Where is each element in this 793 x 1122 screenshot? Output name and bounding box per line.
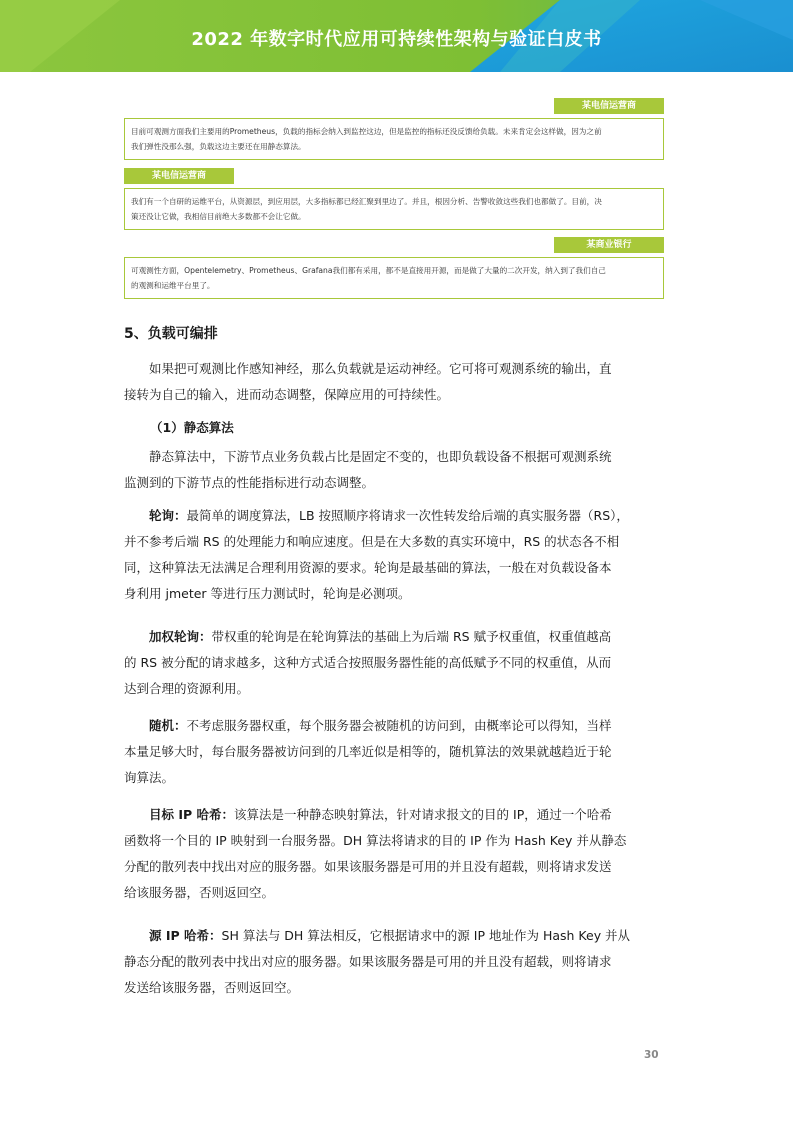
page-header bbox=[0, 0, 793, 72]
quote-line: 的观测和运维平台里了。 bbox=[131, 281, 215, 290]
text-line: 本量足够大时，每台服务器被访问到的几率近似是相等的，随机算法的效果就越趋近于轮 bbox=[124, 744, 612, 759]
algorithm-weighted-round-robin bbox=[124, 624, 669, 702]
algorithm-term: 轮询： bbox=[149, 508, 187, 523]
text-line: 的 RS 被分配的请求越多，这种方式适合按照服务器性能的高低赋予不同的权重值，从而 bbox=[124, 655, 612, 670]
text-line: 询算法。 bbox=[124, 770, 175, 785]
algorithm-term: 加权轮询： bbox=[149, 629, 212, 644]
quote-line: 可观测性方面，Opentelemetry、Prometheus、Grafana我们都有采用，都不是直接用开源，而是做了大量的二次开发，纳入到了我们自己 bbox=[131, 266, 606, 275]
algorithm-description: 最简单的调度算法，LB 按照顺序将请求一次性转发给后端的真实服务器（RS）， bbox=[186, 508, 629, 523]
text-line: 发送给该服务器，否则返回空。 bbox=[124, 980, 300, 995]
quote-line: 我们有一个自研的运维平台，从资源层，到应用层，大多指标都已经汇聚到里边了。并且，根因分析、告警收敛这些我们也都做了。目前，决 bbox=[131, 197, 602, 206]
page-number: 30 bbox=[644, 1049, 659, 1061]
text-line bbox=[124, 923, 669, 949]
quote-box bbox=[124, 257, 664, 299]
text-line: 并不参考后端 RS 的处理能力和响应速度。但是在大多数的真实环境中，RS 的状态各不相 bbox=[124, 534, 620, 549]
quote-source-tag: 某电信运营商 bbox=[124, 168, 234, 184]
quote-line: 目前可观测方面我们主要用的Prometheus，负载的指标会纳入到监控这边，但是监控的指标还没反馈给负载。未来肯定会这样做，因为之前 bbox=[131, 127, 602, 136]
text-line bbox=[124, 802, 669, 828]
text-line: 给该服务器，否则返回空。 bbox=[124, 885, 275, 900]
text-line: 达到合理的资源利用。 bbox=[124, 681, 250, 696]
text-line: 函数将一个目的 IP 映射到一台服务器。DH 算法将请求的目的 IP 作为 Hash Key 并从静态 bbox=[124, 833, 627, 848]
text-line: 分配的散列表中找出对应的服务器。如果该服务器是可用的并且没有超载，则将请求发送 bbox=[124, 859, 612, 874]
text-line bbox=[124, 503, 669, 529]
static-algorithm-paragraph bbox=[124, 444, 669, 496]
algorithm-description: 带权重的轮询是在轮询算法的基础上为后端 RS 赋予权重值，权重值越高 bbox=[211, 629, 612, 644]
document-title: 2022 年数字时代应用可持续性架构与验证白皮书 bbox=[191, 29, 602, 50]
algorithm-source-ip-hash bbox=[124, 923, 669, 1001]
quote-line: 我们弹性没那么强，负载这边主要还在用静态算法。 bbox=[131, 142, 306, 151]
quote-box bbox=[124, 188, 664, 230]
quote-source-tag: 某商业银行 bbox=[554, 237, 664, 253]
algorithm-description: 该算法是一种静态映射算法，针对请求报文的目的 IP，通过一个哈希 bbox=[234, 807, 612, 822]
text-line: 身利用 jmeter 等进行压力测试时，轮询是必测项。 bbox=[124, 586, 411, 601]
quote-box bbox=[124, 118, 664, 160]
algorithm-term: 目标 IP 哈希： bbox=[149, 807, 235, 822]
algorithm-term: 随机： bbox=[149, 718, 187, 733]
section-heading: 5、负载可编排 bbox=[124, 326, 218, 342]
algorithm-description: SH 算法与 DH 算法相反，它根据请求中的源 IP 地址作为 Hash Key 并从 bbox=[221, 928, 631, 943]
text-line: 静态算法中，下游节点业务负载占比是固定不变的，也即负载设备不根据可观测系统 bbox=[149, 449, 612, 464]
algorithm-round-robin bbox=[124, 503, 669, 607]
algorithm-destination-ip-hash bbox=[124, 802, 669, 906]
algorithm-term: 源 IP 哈希： bbox=[149, 928, 222, 943]
subsection-heading: （1）静态算法 bbox=[150, 420, 234, 435]
text-line: 同，这种算法无法满足合理利用资源的要求。轮询是最基础的算法，一般在对负载设备本 bbox=[124, 560, 612, 575]
text-line bbox=[124, 713, 669, 739]
text-line: 接转为自己的输入，进而动态调整，保障应用的可持续性。 bbox=[124, 387, 450, 402]
text-line: 监测到的下游节点的性能指标进行动态调整。 bbox=[124, 475, 375, 490]
algorithm-random bbox=[124, 713, 669, 791]
text-line bbox=[124, 624, 669, 650]
algorithm-description: 不考虑服务器权重，每个服务器会被随机的访问到，由概率论可以得知，当样 bbox=[186, 718, 612, 733]
quote-source-tag: 某电信运营商 bbox=[554, 98, 664, 114]
text-line: 如果把可观测比作感知神经，那么负载就是运动神经。它可将可观测系统的输出，直 bbox=[149, 361, 612, 376]
quote-line: 策还没让它做，我相信目前绝大多数都不会让它做。 bbox=[131, 212, 306, 221]
intro-paragraph bbox=[124, 356, 669, 408]
text-line: 静态分配的散列表中找出对应的服务器。如果该服务器是可用的并且没有超载，则将请求 bbox=[124, 954, 612, 969]
